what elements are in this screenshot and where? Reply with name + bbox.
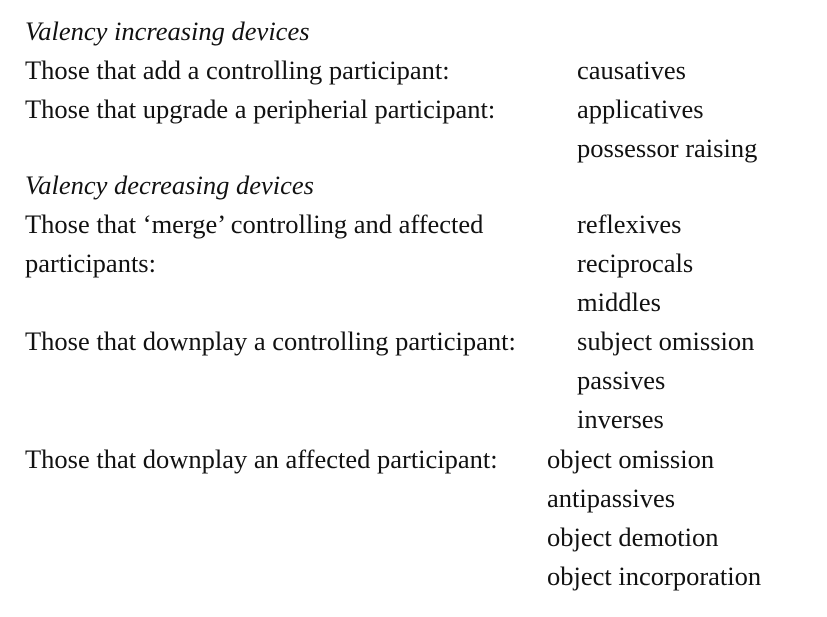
term-object-demotion: object demotion	[547, 522, 719, 552]
row-downplay-affected-cont	[0, 479, 827, 517]
term-middles: middles	[577, 287, 661, 317]
row-description: Those that downplay a controlling participant:	[25, 326, 516, 356]
term-subject-omission: subject omission	[577, 326, 755, 356]
row-upgrade-peripheral-cont	[0, 129, 827, 167]
row-downplay-affected	[0, 440, 827, 478]
row-upgrade-peripheral	[0, 90, 827, 128]
row-downplay-controlling	[0, 322, 827, 360]
heading-valency-decreasing: Valency decreasing devices	[25, 170, 314, 200]
row-description-cont: participants:	[25, 248, 156, 278]
row-description: Those that add a controlling participant:	[25, 55, 450, 85]
term-inverses: inverses	[577, 404, 664, 434]
row-downplay-controlling-cont	[0, 361, 827, 399]
row-description: Those that upgrade a peripherial participant:	[25, 94, 496, 124]
row-description: Those that downplay an affected participant:	[25, 444, 498, 474]
term-object-incorporation: object incorporation	[547, 561, 762, 591]
row-downplay-controlling-cont2	[0, 400, 827, 438]
row-description: Those that ‘merge’ controlling and affected	[25, 209, 484, 239]
row-merge-participants-cont	[0, 244, 827, 282]
term-reciprocals: reciprocals	[577, 248, 694, 278]
row-downplay-affected-cont2	[0, 518, 827, 556]
row-add-controlling	[0, 51, 827, 89]
row-merge-participants	[0, 205, 827, 243]
term-causatives: causatives	[577, 55, 686, 85]
term-applicatives: applicatives	[577, 94, 704, 124]
term-object-omission: object omission	[547, 444, 715, 474]
term-antipassives: antipassives	[547, 483, 676, 513]
row-downplay-affected-cont3	[0, 557, 827, 595]
row-merge-participants-cont2	[0, 283, 827, 321]
term-possessor-raising: possessor raising	[577, 133, 758, 163]
heading-valency-increasing: Valency increasing devices	[25, 16, 310, 46]
term-reflexives: reflexives	[577, 209, 682, 239]
term-passives: passives	[577, 365, 666, 395]
